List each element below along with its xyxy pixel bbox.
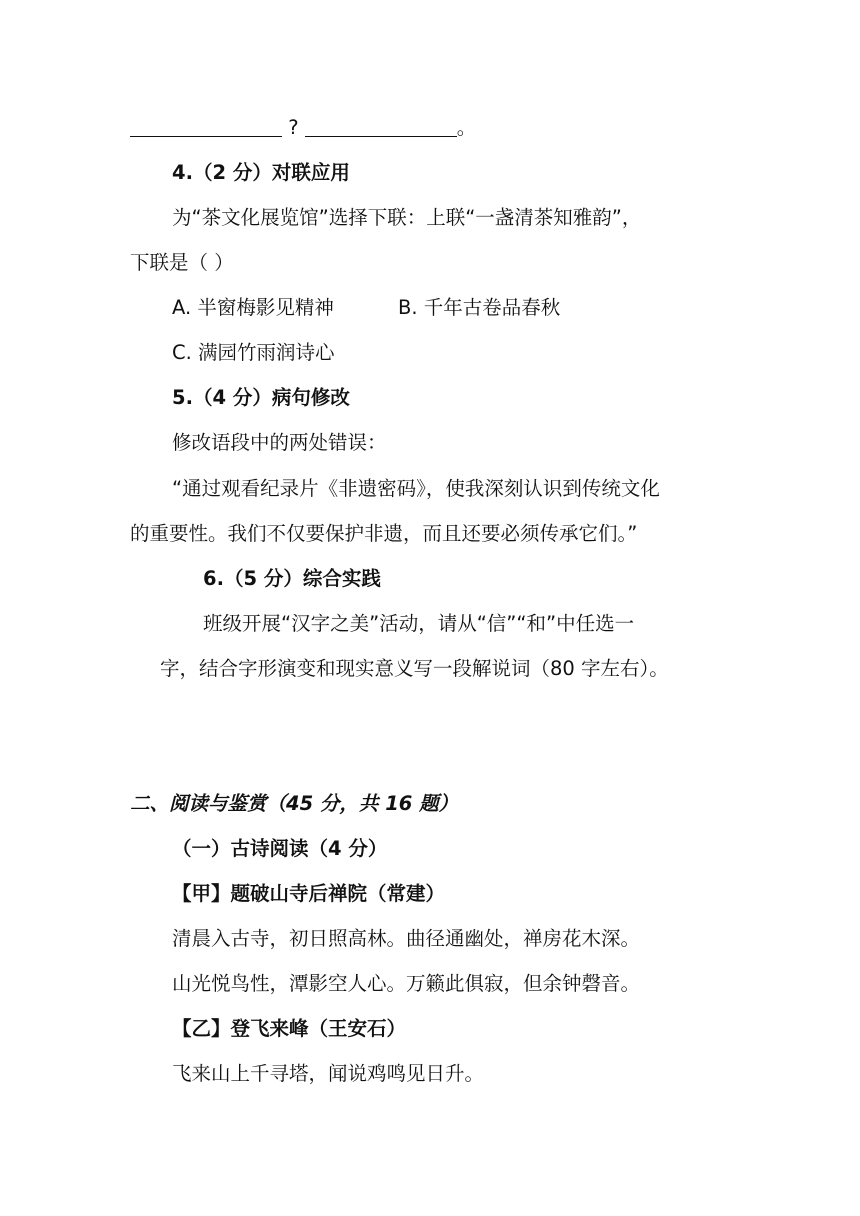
q4-heading: 4.（2 分）对联应用 [172, 161, 350, 184]
q4-option-c[interactable]: C. 满园竹雨润诗心 [172, 341, 335, 364]
poem-a-line1: 清晨入古寺，初日照高林。曲径通幽处，禅房花木深。 [172, 927, 641, 950]
q4-prompt-line1: 为“茶文化展览馆”选择下联：上联“一盏清茶知雅韵”， [172, 206, 642, 229]
q6-prompt-line2: 字，结合字形演变和现实意义写一段解说词（80 字左右）。 [160, 657, 669, 680]
poem-b-line1: 飞来山上千寻塔，闻说鸡鸣见日升。 [172, 1062, 485, 1085]
q4-prompt-line2: 下联是（ ） [130, 251, 234, 274]
q4-option-a[interactable]: A. 半窗梅影见精神 [172, 296, 334, 319]
q5-passage-line1: “通过观看纪录片《非遗密码》，使我深刻认识到传统文化 [172, 477, 660, 500]
answer-blank-1[interactable] [130, 118, 282, 137]
q4-option-b[interactable]: B. 千年古卷品春秋 [398, 296, 561, 319]
answer-blanks-line [130, 114, 476, 142]
answer-blank-2[interactable] [305, 118, 457, 137]
section2-sub1-heading: （一）古诗阅读（4 分） [172, 837, 388, 860]
poem-b-title: 【乙】登飞来峰（王安石） [172, 1017, 407, 1040]
section2-heading: 二、阅读与鉴赏（45 分，共 16 题） [130, 792, 459, 815]
q5-passage-line2: 的重要性。我们不仅要保护非遗，而且还要必须传承它们。” [130, 522, 638, 545]
q6-heading: 6.（5 分）综合实践 [203, 567, 381, 590]
q5-prompt: 修改语段中的两处错误： [172, 431, 387, 454]
q5-heading: 5.（4 分）病句修改 [172, 386, 350, 409]
line-end-mark: 。 [456, 116, 477, 139]
blank-separator: ? [288, 116, 299, 139]
poem-a-line2: 山光悦鸟性，潭影空人心。万籁此俱寂，但余钟磬音。 [172, 972, 641, 995]
q6-prompt-line1: 班级开展“汉字之美”活动，请从“信”“和”中任选一 [203, 612, 635, 635]
poem-a-title: 【甲】题破山寺后禅院（常建） [172, 882, 446, 905]
